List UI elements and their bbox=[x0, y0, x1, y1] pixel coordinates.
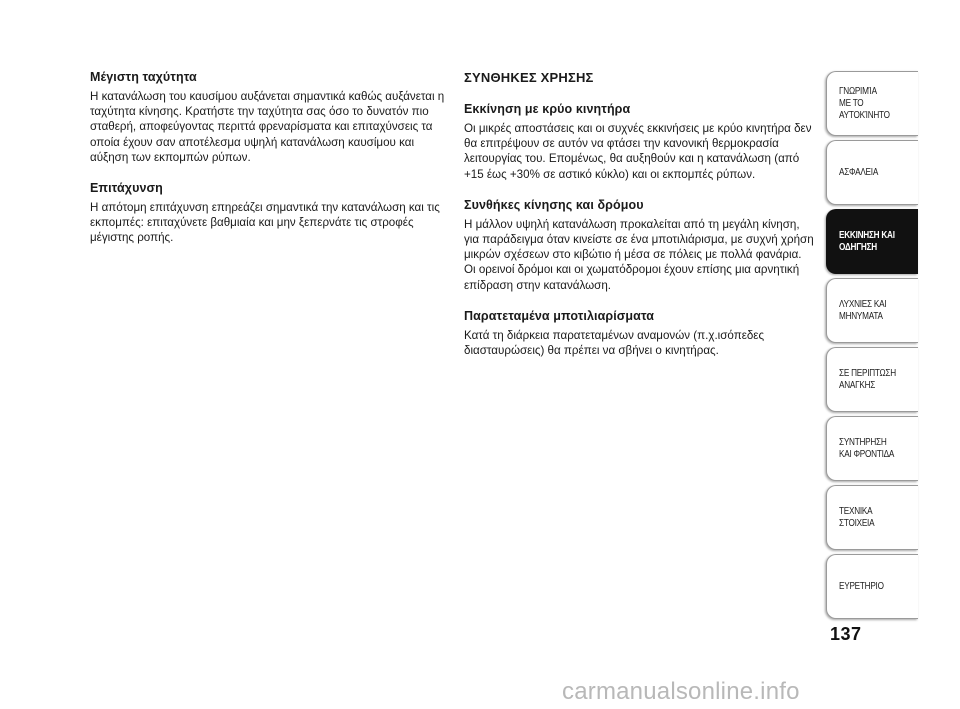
heading-max-speed: Μέγιστη ταχύτητα bbox=[90, 70, 197, 84]
tab-safety[interactable] bbox=[826, 140, 918, 205]
heading-acceleration: Επιτάχυνση bbox=[90, 181, 163, 196]
paragraph-max-speed: Η κατανάλωση του καυσίμου αυξάνεται σημαντικά καθώς αυξάνεται η ταχύτητα κίνησης. Κρατήστε την ταχύτητα σας όσο το δυνατόν πιο σταθερή, αποφεύγοντας περιττά φρεναρίσματα και επιταχύνσεις τα οποία έχουν σαν αποτέλεσμα υψηλή κατανάλωση καυσίμου και αύξηση των εκπομπών ρύπων. bbox=[90, 90, 445, 164]
right-column bbox=[464, 70, 814, 374]
watermark: carmanualsonline.info bbox=[562, 678, 800, 705]
section-title-usage-conditions: ΣΥΝΘΗΚΕΣ ΧΡΗΣΗΣ bbox=[464, 70, 594, 85]
paragraph-driving-road-conditions: Η μάλλον υψηλή κατανάλωση προκαλείται από τη μεγάλη κίνηση, για παράδειγμα όταν κινείστε σε ένα μποτιλιάρισμα, με συχνή χρήση μικρών σχέσεων στο κιβώτιο ή μέσα σε πόλεις με πολλά φανάρια. Οι ορεινοί δρόμοι και οι χωματόδρομοι έχουν επίσης μια αρνητική επίδραση στην κατανάλωση. bbox=[464, 217, 814, 292]
tab-label: ΕΚΚΙΝΗΣΗ ΚΑΙ ΟΔΗΓΗΣΗ bbox=[839, 229, 895, 253]
heading-driving-road-conditions: Συνθήκες κίνησης και δρόμου bbox=[464, 197, 644, 212]
page-number: 137 bbox=[830, 624, 862, 644]
tab-starting-and-driving[interactable] bbox=[826, 209, 918, 274]
chapter-tabs bbox=[826, 71, 918, 623]
paragraph-prolonged-traffic-jams: Κατά τη διάρκεια παρατεταμένων αναμονών (π.χ.ισόπεδες διασταυρώσεις) θα πρέπει να σβήνει ο κινητήρας. bbox=[464, 328, 765, 358]
heading-cold-engine-start: Εκκίνηση με κρύο κινητήρα bbox=[464, 102, 631, 116]
tab-maintenance-care[interactable] bbox=[826, 416, 918, 481]
tab-emergency[interactable] bbox=[826, 347, 918, 412]
tab-getting-to-know-vehicle[interactable] bbox=[826, 71, 918, 136]
tab-index[interactable] bbox=[826, 554, 918, 619]
tab-technical-data[interactable] bbox=[826, 485, 918, 550]
tab-label: ΣΥΝΤΗΡΗΣΗ ΚΑΙ ΦΡΟΝΤΙΔΑ bbox=[839, 436, 895, 460]
tab-label: ΛΥΧΝΙΕΣ ΚΑΙ ΜΗΝΥΜΑΤΑ bbox=[839, 298, 887, 322]
tab-label: ΓΝΩΡΙΜΊΑ ΜΕ ΤΟ ΑΥΤΟΚΊΝΗΤΟ bbox=[839, 85, 890, 121]
tab-label: ΣΕ ΠΕΡΙΠΤΩΣΗ ΑΝΑΓΚΗΣ bbox=[839, 367, 896, 391]
tab-label: ΕΥΡΕΤΗΡΙΟ bbox=[839, 580, 884, 592]
heading-prolonged-traffic-jams: Παρατεταμένα μποτιλιαρίσματα bbox=[464, 308, 655, 323]
paragraph-cold-engine-start: Οι μικρές αποστάσεις και οι συχνές εκκινήσεις με κρύο κινητήρα δεν θα επιτρέψουν σε αυτόν να φτάσει την κανονική θερμοκρασία λειτουργίας του. Επομένως, θα αυξηθούν και η κατανάλωση (από +15 έως +30% σε αστικό κύκλο) και οι εκπομπές ρύπων. bbox=[464, 122, 812, 181]
paragraph-acceleration: Η απότομη επιτάχυνση επηρεάζει σημαντικά την κατανάλωση και τις εκπομπές: επιταχύνετε βαθμιαία και μην ξεπερνάτε τις στροφές μέγιστης ροπής. bbox=[90, 201, 440, 245]
left-column bbox=[90, 70, 450, 262]
tab-warning-lights-messages[interactable] bbox=[826, 278, 918, 343]
tab-label: ΤΕΧΝΙΚΑ ΣΤΟΙΧΕΙΑ bbox=[839, 505, 875, 529]
tab-label: ΑΣΦΑΛΕΙΑ bbox=[839, 166, 879, 178]
